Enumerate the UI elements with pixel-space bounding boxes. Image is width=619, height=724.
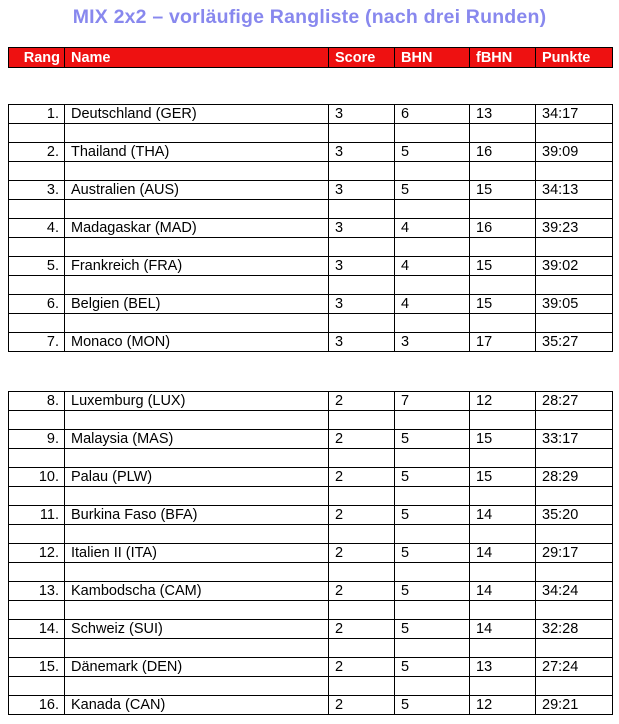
cell-score: 3 — [329, 143, 395, 162]
ranking-header — [8, 47, 613, 68]
cell-name: Malaysia (MAS) — [65, 430, 329, 449]
cell-rank: 3. — [9, 181, 65, 200]
cell-bhn: 5 — [395, 181, 470, 200]
cell-punkte: 27:24 — [536, 658, 613, 677]
cell-score: 2 — [329, 620, 395, 639]
table-row — [9, 181, 613, 200]
table-row — [9, 506, 613, 525]
spacer-row — [9, 314, 613, 333]
cell-rank: 7. — [9, 333, 65, 352]
cell-name: Luxemburg (LUX) — [65, 392, 329, 411]
cell-punkte: 39:02 — [536, 257, 613, 276]
cell-rank: 14. — [9, 620, 65, 639]
cell-score: 2 — [329, 506, 395, 525]
table-row — [9, 696, 613, 715]
cell-fbhn: 14 — [470, 620, 536, 639]
cell-fbhn: 15 — [470, 468, 536, 487]
cell-score: 2 — [329, 544, 395, 563]
header-punkte: Punkte — [536, 48, 613, 68]
cell-punkte: 29:21 — [536, 696, 613, 715]
cell-name: Australien (AUS) — [65, 181, 329, 200]
cell-punkte: 39:23 — [536, 219, 613, 238]
cell-rank: 6. — [9, 295, 65, 314]
spacer-row — [9, 677, 613, 696]
cell-bhn: 4 — [395, 257, 470, 276]
table-row — [9, 333, 613, 352]
cell-punkte: 34:17 — [536, 105, 613, 124]
cell-fbhn: 15 — [470, 295, 536, 314]
cell-name: Italien II (ITA) — [65, 544, 329, 563]
cell-score: 2 — [329, 582, 395, 601]
cell-name: Belgien (BEL) — [65, 295, 329, 314]
cell-fbhn: 15 — [470, 181, 536, 200]
cell-rank: 10. — [9, 468, 65, 487]
cell-score: 3 — [329, 295, 395, 314]
spacer-row — [9, 601, 613, 620]
header-score: Score — [329, 48, 395, 68]
table-row — [9, 105, 613, 124]
cell-name: Deutschland (GER) — [65, 105, 329, 124]
header-name: Name — [65, 48, 329, 68]
cell-punkte: 35:27 — [536, 333, 613, 352]
cell-rank: 11. — [9, 506, 65, 525]
cell-punkte: 35:20 — [536, 506, 613, 525]
spacer-row — [9, 238, 613, 257]
table-row — [9, 544, 613, 563]
spacer-row — [9, 639, 613, 658]
table-row — [9, 143, 613, 162]
header-bhn: BHN — [395, 48, 470, 68]
cell-score: 2 — [329, 658, 395, 677]
table-row — [9, 295, 613, 314]
cell-score: 3 — [329, 257, 395, 276]
cell-punkte: 39:05 — [536, 295, 613, 314]
cell-punkte: 28:27 — [536, 392, 613, 411]
cell-rank: 12. — [9, 544, 65, 563]
cell-punkte: 33:17 — [536, 430, 613, 449]
cell-bhn: 5 — [395, 143, 470, 162]
cell-rank: 4. — [9, 219, 65, 238]
cell-rank: 5. — [9, 257, 65, 276]
cell-score: 3 — [329, 105, 395, 124]
cell-score: 2 — [329, 430, 395, 449]
cell-fbhn: 13 — [470, 105, 536, 124]
cell-name: Thailand (THA) — [65, 143, 329, 162]
page-title: MIX 2x2 – vorläufige Rangliste (nach drei Runden) — [72, 6, 547, 28]
cell-punkte: 29:17 — [536, 544, 613, 563]
spacer-row — [9, 525, 613, 544]
cell-bhn: 5 — [395, 582, 470, 601]
cell-score: 2 — [329, 696, 395, 715]
ranking-group-1 — [8, 104, 613, 352]
cell-bhn: 5 — [395, 430, 470, 449]
cell-name: Frankreich (FRA) — [65, 257, 329, 276]
cell-fbhn: 14 — [470, 506, 536, 525]
cell-punkte: 28:29 — [536, 468, 613, 487]
cell-bhn: 5 — [395, 544, 470, 563]
cell-bhn: 5 — [395, 620, 470, 639]
table-row — [9, 658, 613, 677]
cell-rank: 8. — [9, 392, 65, 411]
cell-fbhn: 16 — [470, 143, 536, 162]
table-row — [9, 257, 613, 276]
cell-fbhn: 15 — [470, 257, 536, 276]
cell-fbhn: 14 — [470, 544, 536, 563]
cell-score: 3 — [329, 219, 395, 238]
spacer-row — [9, 200, 613, 219]
spacer-row — [9, 162, 613, 181]
spacer-row — [9, 563, 613, 582]
cell-punkte: 34:24 — [536, 582, 613, 601]
cell-name: Kanada (CAN) — [65, 696, 329, 715]
table-row — [9, 468, 613, 487]
cell-bhn: 6 — [395, 105, 470, 124]
spacer-row — [9, 449, 613, 468]
cell-fbhn: 16 — [470, 219, 536, 238]
cell-rank: 2. — [9, 143, 65, 162]
cell-bhn: 3 — [395, 333, 470, 352]
cell-rank: 15. — [9, 658, 65, 677]
spacer-row — [9, 124, 613, 143]
cell-punkte: 34:13 — [536, 181, 613, 200]
table-row — [9, 219, 613, 238]
table-row — [9, 430, 613, 449]
cell-name: Kambodscha (CAM) — [65, 582, 329, 601]
cell-rank: 16. — [9, 696, 65, 715]
cell-name: Burkina Faso (BFA) — [65, 506, 329, 525]
cell-name: Dänemark (DEN) — [65, 658, 329, 677]
spacer-row — [9, 411, 613, 430]
cell-bhn: 7 — [395, 392, 470, 411]
cell-bhn: 4 — [395, 219, 470, 238]
cell-rank: 9. — [9, 430, 65, 449]
cell-name: Madagaskar (MAD) — [65, 219, 329, 238]
cell-fbhn: 13 — [470, 658, 536, 677]
cell-name: Monaco (MON) — [65, 333, 329, 352]
spacer-row — [9, 487, 613, 506]
table-row — [9, 620, 613, 639]
cell-bhn: 5 — [395, 696, 470, 715]
cell-bhn: 4 — [395, 295, 470, 314]
cell-bhn: 5 — [395, 506, 470, 525]
cell-score: 2 — [329, 468, 395, 487]
table-row — [9, 392, 613, 411]
ranking-group-2 — [8, 391, 613, 715]
cell-fbhn: 12 — [470, 696, 536, 715]
cell-name: Palau (PLW) — [65, 468, 329, 487]
cell-fbhn: 14 — [470, 582, 536, 601]
cell-name: Schweiz (SUI) — [65, 620, 329, 639]
cell-fbhn: 17 — [470, 333, 536, 352]
header-fbhn: fBHN — [470, 48, 536, 68]
cell-fbhn: 15 — [470, 430, 536, 449]
table-row — [9, 582, 613, 601]
cell-rank: 1. — [9, 105, 65, 124]
cell-score: 2 — [329, 392, 395, 411]
cell-score: 3 — [329, 333, 395, 352]
cell-score: 3 — [329, 181, 395, 200]
cell-punkte: 32:28 — [536, 620, 613, 639]
cell-punkte: 39:09 — [536, 143, 613, 162]
header-rang: Rang — [9, 48, 65, 68]
spacer-row — [9, 276, 613, 295]
cell-rank: 13. — [9, 582, 65, 601]
cell-fbhn: 12 — [470, 392, 536, 411]
cell-bhn: 5 — [395, 468, 470, 487]
cell-bhn: 5 — [395, 658, 470, 677]
